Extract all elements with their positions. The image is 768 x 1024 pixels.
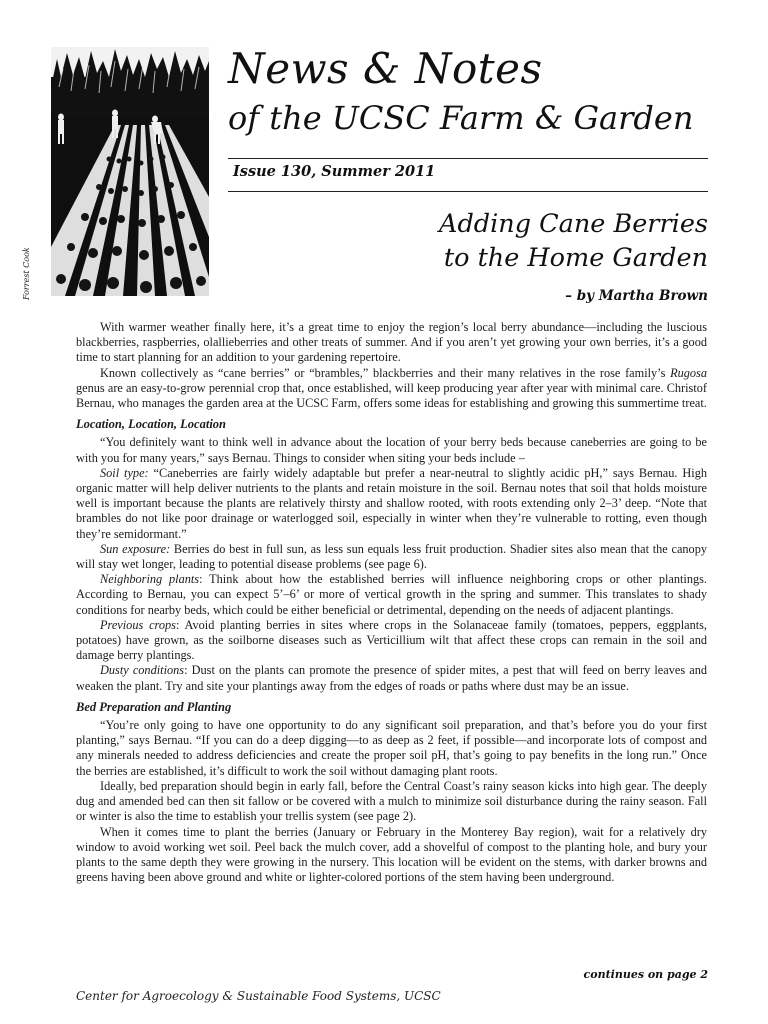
soil-type-label: Soil type: — [100, 465, 149, 480]
section-heading-location: Location, Location, Location — [76, 417, 226, 432]
illustration-credit: Forrest Cook — [22, 247, 31, 300]
bed-prep-paragraph-2: Ideally, bed preparation should begin in early fall, before the Central Coast’s rainy season kicks into high gear. The deeply dug and amended bed can then sit fallow or be covered with a mulch to minimize soil disturbance during the rainy season. Fall or winter is also the time to establish your trellis system (see page 2). — [76, 778, 707, 824]
previous-crops-text: : Avoid planting berries in sites where crops in the Solanaceae family (tomatoes, peppers, eggplants, potatoes) have grown, as the soilborne diseases such as Verticillium wilt that affect these crops can remain in the soil and damage berry plantings. — [76, 617, 707, 663]
section-heading-bed-preparation: Bed Preparation and Planting — [76, 699, 232, 714]
intro-p2-genus: Rugosa — [670, 365, 707, 380]
article-body — [76, 320, 707, 885]
soil-type-paragraph — [76, 466, 707, 542]
dusty-conditions-text: : Dust on the plants can promote the presence of spider mites, a pest that will feed on berry leaves and weaken the plant. Try and site your plantings away from the edges of roads or paths where dust may be an issue. — [76, 663, 707, 693]
intro-paragraph-2 — [76, 366, 707, 412]
bed-prep-paragraph-3: When it comes time to plant the berries (January or February in the Monterey Bay region), wait for a relatively dry window to avoid working wet soil. Peel back the mulch cover, add a shovelful of compost to the planting hole, and bury your plants to the same depth they were growing in the nursery. This location will be evident on the stems, with darker browns and greens having been above ground and white or lighter-colored portions of the stem having been underground. — [76, 824, 707, 885]
bed-prep-paragraph-1: “You’re only going to have one opportunity to do any significant soil preparation, and that’s before you do your first planting,” says Bernau. “If you can do a deep digging—to as deep as 2 feet, if possible—and incorporate lots of compost and any minerals needed to address deficiencies and create the proper soil pH, that’s going to pay benefits in the long run.” Once the berries are established, it’s difficult to work the soil without damaging plant roots. — [76, 718, 707, 778]
article-byline: – by Martha Brown — [565, 288, 708, 304]
intro-p2-text-a: Known collectively as “cane berries” or “brambles,” blackberries and their many relatives in the rose family’s — [100, 365, 671, 380]
article-headline — [439, 207, 708, 275]
sun-exposure-label: Sun exposure: — [100, 541, 171, 556]
farm-field-illustration — [51, 47, 209, 296]
issue-label: Issue 130, Summer 2011 — [233, 163, 436, 180]
intro-paragraph-1: With warmer weather finally here, it’s a great time to enjoy the region’s local berry abundance—including the luscious blackberries, raspberries, olallieberries and other treats of summer. And if you aren’t yet growing your own berries, it’s a good time to start planning for an addition to your gardening repertoire. — [76, 320, 707, 365]
neighboring-plants-paragraph — [76, 572, 707, 618]
previous-crops-paragraph — [76, 618, 707, 664]
masthead-rule-bottom — [228, 191, 708, 192]
page-footer: Center for Agroecology & Sustainable Food Systems, UCSC — [76, 989, 441, 1003]
sun-exposure-paragraph — [76, 542, 707, 572]
neighboring-plants-text: : Think about how the established berries will influence neighboring crops or other plantings. According to Bernau, you can expect 5’–6’ or more of vertical growth in the spring and summer. This translates to shady conditions for nearby beds, which could be either beneficial or detrimental, depending on the needs of adjacent plantings. — [76, 572, 707, 617]
continues-note: continues on page 2 — [583, 968, 708, 981]
neighboring-plants-label: Neighboring plants — [100, 572, 200, 587]
dusty-conditions-label: Dusty conditions — [100, 663, 185, 678]
newsletter-title: News & Notes — [228, 44, 543, 93]
sun-exposure-text: Berries do best in full sun, as less sun equals less fruit production. Shadier sites also mean that the canopy will stay wet longer, leading to potential disease problems (see page 6). — [76, 541, 707, 572]
previous-crops-label: Previous crops — [100, 617, 176, 632]
dusty-conditions-paragraph — [76, 663, 707, 693]
location-paragraph-1: “You definitely want to think well in advance about the location of your berry beds because caneberries are going to be with you for many years,” says Bernau. Things to consider when siting your beds include – — [76, 435, 707, 465]
intro-p2-text-b: genus are an easy-to-grow perennial crop that, once established, will keep producing year after year with minimal care. Christof Bernau, who manages the garden area at the UCSC Farm, offers some ideas for establishing and growing this summertime treat. — [76, 380, 707, 411]
masthead-rule-top — [228, 158, 708, 159]
soil-type-text: “Caneberries are fairly widely adaptable but prefer a near-neutral to slightly acidic pH,” says Bernau. High organic matter will help deliver nutrients to the plants and retain moisture in the soil. Bernau notes that soil that holds moisture well is important because the plants are relatively thirsty and shallow rooted, with roots extending only 2–3’ deep. “Note that brambles do not like poor drainage or waterlogged soil, especially in winter when they’re vulnerable to rotting, even though they’re semidormant.” — [76, 465, 707, 541]
headline-line-2: to the Home Garden — [443, 243, 708, 273]
newsletter-subtitle: of the UCSC Farm & Garden — [228, 99, 694, 137]
headline-line-1: Adding Cane Berries — [439, 209, 708, 239]
